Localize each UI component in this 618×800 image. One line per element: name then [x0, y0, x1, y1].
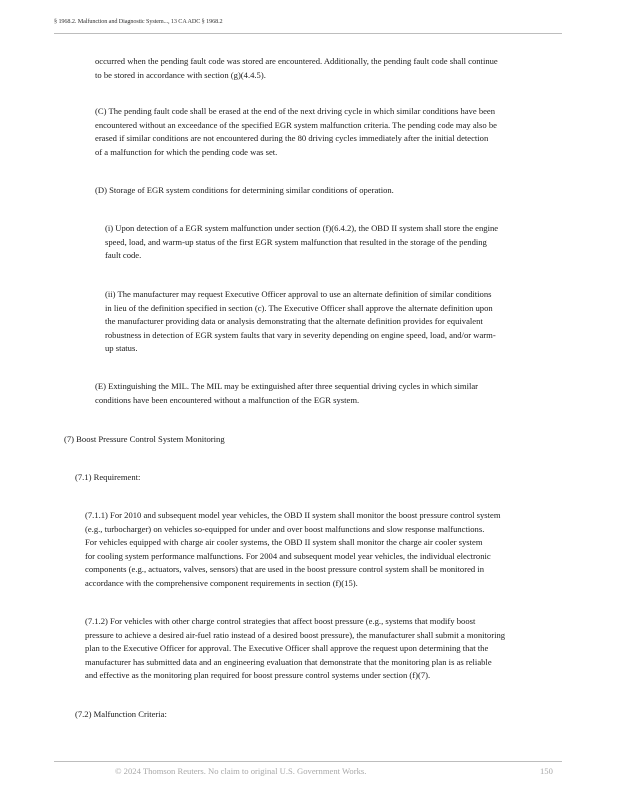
header-divider	[54, 33, 562, 34]
section-heading-7: (7) Boost Pressure Control System Monitoring	[64, 434, 225, 444]
paragraph-c: (C) The pending fault code shall be erased at the end of the next driving cycle in which similar conditions have been encountered without an exceedance of the specified EGR system malfunction criteria. The pending code may also be erased if similar conditions are not encountered during the 80 driving cycles immediately after the initial detection of a malfunction for which the pending code was set.	[95, 106, 497, 157]
running-header: § 1968.2. Malfunction and Diagnostic System..., 13 CA ADC § 1968.2	[54, 18, 223, 25]
paragraph-d-i: (i) Upon detection of a EGR system malfunction under section (f)(6.4.2), the OBD II system shall store the engine speed, load, and warm-up status of the first EGR system malfunction that resulted in the storage of the pending fault code.	[105, 223, 499, 260]
paragraph-d-ii: (ii) The manufacturer may request Executive Officer approval to use an alternate definition of similar conditions in lieu of the definition specified in section (c). The Executive Officer shall approve the alternate definition upon the manufacturer providing data or analysis demonstrating that the alternate definition provides for equivalent robustness in detection of EGR system faults that vary in severity depending on engine speed, load, and/or warm- up status.	[105, 289, 496, 353]
page-number: 150	[540, 766, 553, 776]
subsection-heading-7-1: (7.1) Requirement:	[75, 472, 141, 482]
footer-divider	[54, 761, 562, 762]
subsection-heading-7-2: (7.2) Malfunction Criteria:	[75, 709, 167, 719]
paragraph-d: (D) Storage of EGR system conditions for determining similar conditions of operation.	[95, 185, 394, 195]
paragraph-continuation: occurred when the pending fault code was stored are encountered. Additionally, the pending fault code shall continue to be stored in accordance with section (g)(4.4.5).	[95, 56, 498, 80]
paragraph-7-1-1: (7.1.1) For 2010 and subsequent model year vehicles, the OBD II system shall monitor the boost pressure control system (e.g., turbocharger) on vehicles so-equipped for under and over boost malfunctions and slow response malfunctions. For vehicles equipped with charge air cooler systems, the OBD II system shall monitor the charge air cooler system for cooling system performance malfunctions. For 2004 and subsequent model year vehicles, the individual electronic components (e.g., actuators, valves, sensors) that are used in the boost pressure control system shall be monitored in accordance with the comprehensive component requirements in section (f)(15).	[85, 510, 501, 588]
copyright-notice: © 2024 Thomson Reuters. No claim to original U.S. Government Works.	[115, 766, 367, 776]
paragraph-7-1-2: (7.1.2) For vehicles with other charge control strategies that affect boost pressure (e.g., systems that modify boost pressure to achieve a desired air-fuel ratio instead of a desired boost pressure), the manufacturer shall submit a monitoring plan to the Executive Officer for approval. The Executive Officer shall approve the request upon determining that the manufacturer has submitted data and an engineering evaluation that demonstrate that the monitoring plan is as reliable and effective as the monitoring plan required for boost pressure control systems under section (f)(7).	[85, 616, 506, 680]
paragraph-e: (E) Extinguishing the MIL. The MIL may be extinguished after three sequential driving cycles in which similar conditions have been encountered without a malfunction of the EGR system.	[95, 381, 479, 405]
